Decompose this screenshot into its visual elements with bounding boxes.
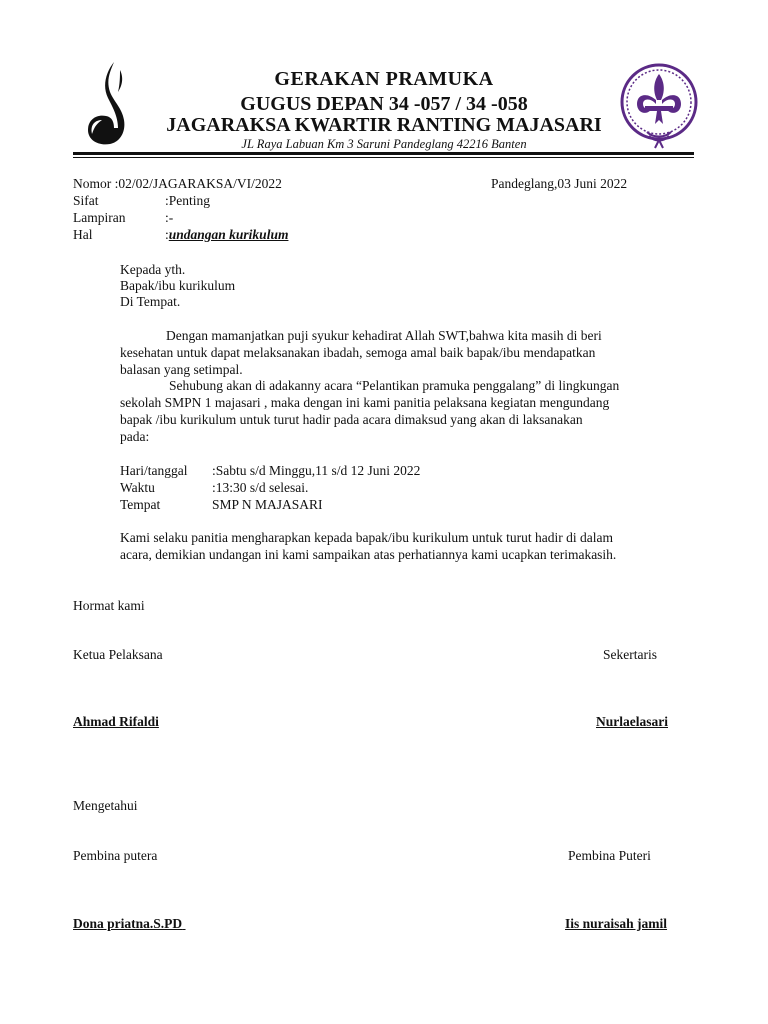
letterhead-address: JL Raya Labuan Km 3 Saruni Pandeglang 42216 Banten [241,137,527,151]
letter-number: Nomor :02/02/JAGARAKSA/VI/2022 [73,176,282,191]
letterhead-rule-thick [73,152,694,155]
pembina-putra-name [73,915,212,932]
sekretaris-name: Nurlaelasari [596,714,668,729]
letterhead-gugus-depan: GUGUS DEPAN 34 -057 / 34 -058 [240,93,528,115]
event-time-value: :13:30 s/d selesai. [212,480,309,495]
letterhead-title: GERAKAN PRAMUKA [274,68,494,90]
event-place-label: Tempat [120,497,161,512]
pembina-putri-name: Iis nuraisah jamil [565,916,668,931]
sifat-value: :Penting [165,193,211,208]
letterhead-kwartir: JAGARAKSA KWARTIR RANTING MAJASARI [166,114,602,136]
body-p2-line-3: bapak /ibu kurikulum untuk turut hadir pada acara dimaksud yang akan di laksanakan [120,412,583,427]
closing-line-2: acara, demikian undangan ini kami sampaikan atas perhatiannya kami ucapkan terimakasih. [120,547,617,562]
letterhead-rule-thin [73,157,694,158]
ketua-label: Ketua Pelaksana [73,647,163,662]
body-p1-line-1: Dengan mamanjatkan puji syukur kehadirat Allah SWT,bahwa kita masih di beri [166,328,602,343]
scout-fleur-de-lis-emblem-icon [619,62,699,150]
pembina-putra-name-text: Dona priatna.S.PD [73,916,183,931]
letter-place-date: Pandeglang,03 Juni 2022 [491,176,628,191]
lampiran-label: Lampiran [73,210,126,225]
tunas-kelapa-icon [84,58,136,146]
mengetahui: Mengetahui [73,798,138,813]
body-p2-line-2: sekolah SMPN 1 majasari , maka dengan ini kami panitia pelaksana kegiatan mengundang [120,395,610,410]
body-p2-line-1: Sehubung akan di adakanny acara “Pelantikan pramuka penggalang” di lingkungan [169,378,620,393]
event-date-value: :Sabtu s/d Minggu,11 s/d 12 Juni 2022 [212,463,421,478]
hal-value: undangan kurikulum [168,227,289,242]
sekretaris-label: Sekertaris [603,647,657,662]
pembina-putra-label: Pembina putera [73,848,158,863]
hormat-kami: Hormat kami [73,598,145,613]
body-p1-line-2: kesehatan untuk dapat melaksanakan ibadah, semoga amal baik bapak/ibu mendapatkan [120,345,596,360]
body-p2-line-4: pada: [120,429,150,444]
body-p1-line-3: balasan yang setimpal. [120,362,243,377]
hal-line [165,226,288,243]
recipient-line-1: Kepada yth. [120,262,186,277]
recipient-line-3: Di Tempat. [120,294,181,309]
hal-colon: : [165,227,169,242]
ketua-name: Ahmad Rifaldi [73,714,159,729]
closing-line-1: Kami selaku panitia mengharapkan kepada bapak/ibu kurikulum untuk turut hadir di dalam [120,530,613,545]
sifat-label: Sifat [73,193,99,208]
pembina-putri-label: Pembina Puteri [568,848,651,863]
recipient-line-2: Bapak/ibu kurikulum [120,278,236,293]
event-date-label: Hari/tanggal [120,463,188,478]
event-time-label: Waktu [120,480,155,495]
lampiran-value: :- [165,210,174,225]
event-place-value: SMP N MAJASARI [212,497,323,512]
pembina-putra-name-underline [182,915,212,932]
hal-label: Hal [73,227,93,242]
